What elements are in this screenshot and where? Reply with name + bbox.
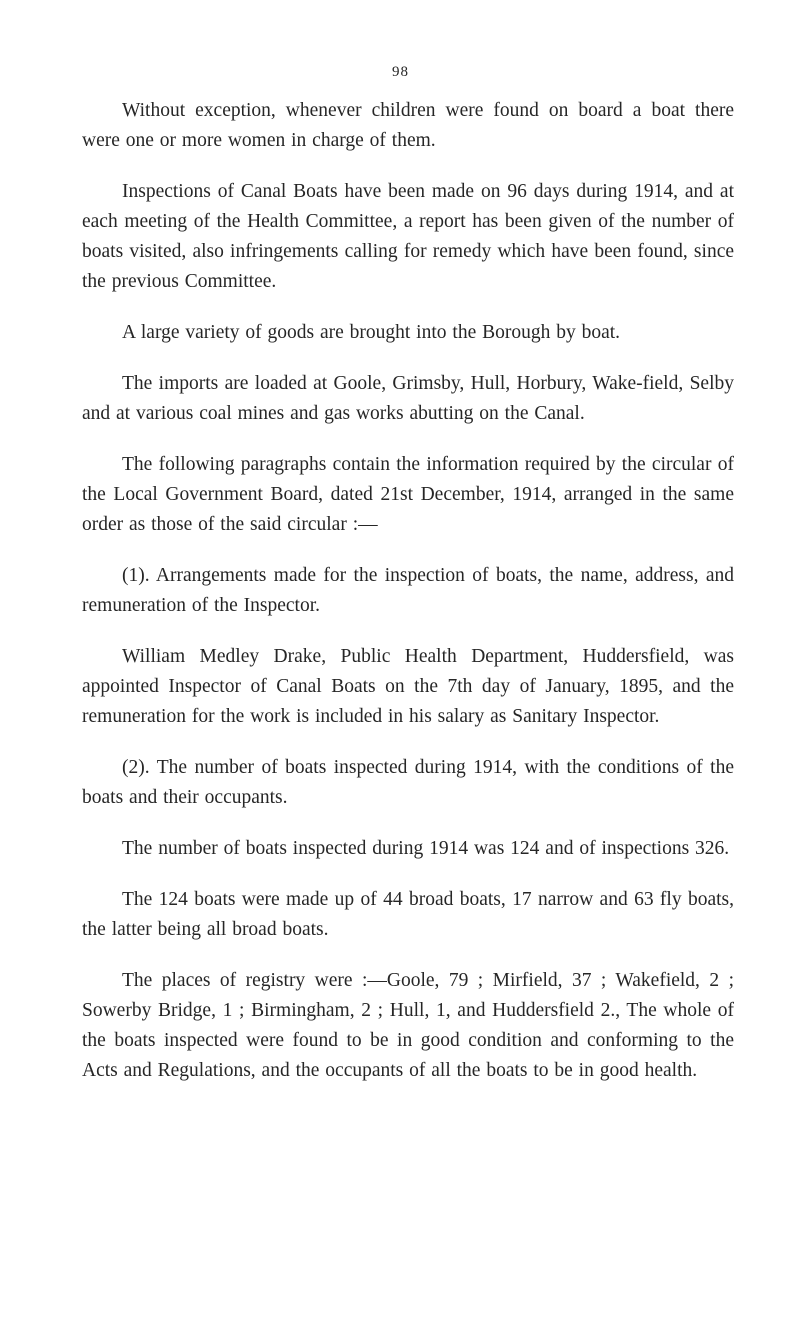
paragraph: (2). The number of boats inspected during 1914, with the conditions of the boats and their occupants.: [82, 757, 734, 808]
paragraph: (1). Arrangements made for the inspection of boats, the name, address, and remuneration of the Inspector.: [82, 565, 734, 616]
paragraph: The following paragraphs contain the information required by the circular of the Local Government Board, dated 21st December, 1914, arranged in the same order as those of the said circular :—: [82, 454, 734, 535]
paragraph: Inspections of Canal Boats have been made on 96 days during 1914, and at each meeting of the Health Committee, a report has been given of the number of boats visited, also infringements calling for remedy which have been found, since the previous Committee.: [82, 181, 734, 292]
paragraph: William Medley Drake, Public Health Department, Huddersfield, was appointed Inspector of Canal Boats on the 7th day of January, 1895, and the remuneration for the work is included in his salary as Sanitary Inspector.: [82, 646, 734, 727]
paragraph: A large variety of goods are brought into the Borough by boat.: [122, 322, 621, 343]
paragraph: The places of registry were :—Goole, 79 ; Mirfield, 37 ; Wakefield, 2 ; Sowerby Bridge, 1 ; Birmingham, 2 ; Hull, 1, and Huddersfield 2., The whole of the boats inspected were found to be in good condition and conforming to the Acts and Regulations, and the occupants of all the boats to be in good health.: [82, 970, 734, 1081]
paragraph: The number of boats inspected during 1914 was 124 and of inspections 326.: [122, 838, 730, 859]
paragraph: The imports are loaded at Goole, Grimsby, Hull, Horbury, Wake-field, Selby and at various coal mines and gas works abutting on the Canal.: [82, 373, 734, 424]
paragraph: Without exception, whenever children were found on board a boat there were one or more women in charge of them.: [82, 100, 734, 151]
document-body: [82, 96, 734, 1107]
paragraph: The 124 boats were made up of 44 broad boats, 17 narrow and 63 fly boats, the latter being all broad boats.: [82, 889, 734, 940]
page-number: 98: [392, 64, 409, 80]
